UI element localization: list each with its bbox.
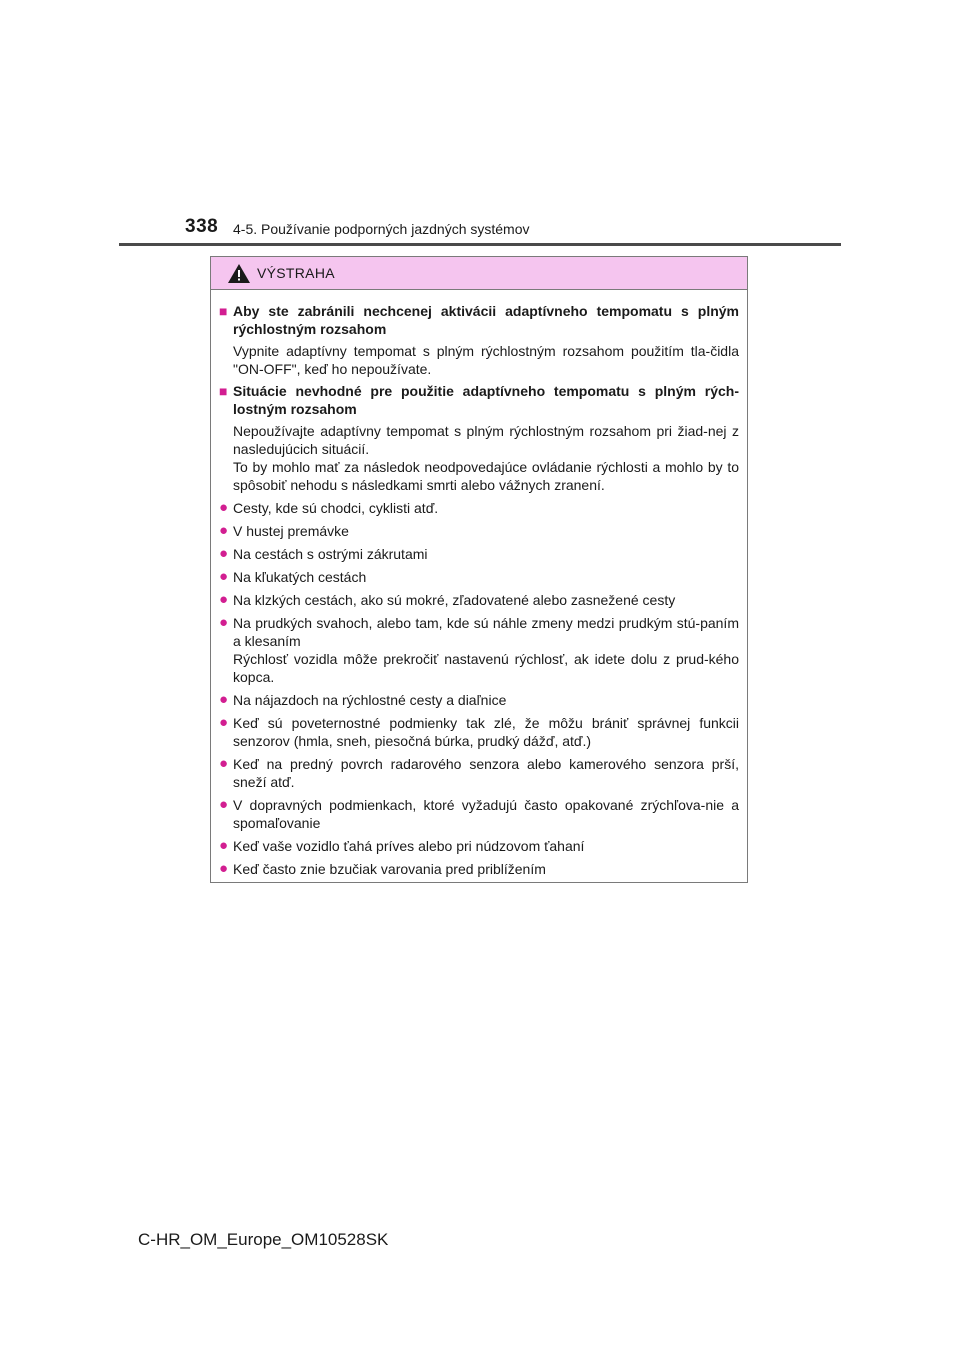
round-bullet-icon: ●: [219, 522, 229, 539]
section-heading: ■ Aby ste zabránili nechcenej aktivácii adaptívneho tempomatu s plným rýchlostným rozsahom: [219, 303, 739, 337]
round-bullet-icon: ●: [219, 591, 229, 608]
warning-title: VÝSTRAHA: [257, 265, 335, 281]
list-item: ● Na cestách s ostrými zákrutami: [219, 545, 428, 562]
round-bullet-icon: ●: [219, 499, 229, 516]
list-item: ● Na nájazdoch na rýchlostné cesty a diaľnice: [219, 691, 507, 708]
list-item: ● Cesty, kde sú chodci, cyklisti atď.: [219, 499, 439, 516]
round-bullet-icon: ●: [219, 545, 229, 562]
round-bullet-icon: ●: [219, 796, 229, 813]
section-title: 4-5. Používanie podporných jazdných systémov: [233, 221, 530, 237]
page-number: 338: [185, 216, 219, 237]
list-item: ● Na prudkých svahoch, alebo tam, kde sú náhle zmeny medzi prudkým stú-paním a klesaním Rýchlosť vozidla môže prekročiť nastavenú rýchlosť, ak idete dolu z prud-kého kopca.: [219, 614, 739, 685]
round-bullet-icon: ●: [219, 614, 229, 631]
round-bullet-icon: ●: [219, 714, 229, 731]
section-heading: ■ Situácie nevhodné pre použitie adaptívneho tempomatu s plným rých-lostným rozsahom: [219, 383, 739, 417]
section-paragraph: Nepoužívajte adaptívny tempomat s plným rýchlostným rozsahom pri žiad-nej z nasledujúcich situácií. To by mohlo mať za následok neodpovedajúce ovládanie rýchlosti a mohlo by to spôsobiť nehodu s následkami smrti alebo vážnych zranení.: [233, 423, 739, 493]
round-bullet-icon: ●: [219, 568, 229, 585]
warning-body: [211, 290, 747, 878]
list-item: ● Keď často znie bzučiak varovania pred priblížením: [219, 860, 546, 877]
list-item: ● Na kľukatých cestách: [219, 568, 367, 585]
round-bullet-icon: ●: [219, 860, 229, 877]
list-item: ● Keď sú poveternostné podmienky tak zlé, že môžu brániť správnej funkcii senzorov (hmla, sneh, piesočná búrka, prudký dážď, atď.): [219, 714, 739, 749]
list-item: ● V hustej premávke: [219, 522, 349, 539]
round-bullet-icon: ●: [219, 755, 229, 772]
round-bullet-icon: ●: [219, 691, 229, 708]
list-item: ● Keď na predný povrch radarového senzora alebo kamerového senzora prší, sneží atď.: [219, 755, 739, 790]
header-divider: [119, 243, 841, 246]
round-bullet-icon: ●: [219, 837, 229, 854]
list-item: ● Keď vaše vozidlo ťahá príves alebo pri núdzovom ťahaní: [219, 837, 585, 854]
warning-box: [210, 256, 748, 883]
warning-header: [211, 257, 747, 290]
warning-triangle-icon: [227, 263, 251, 284]
list-item: ● Na klzkých cestách, ako sú mokré, zľadovatené alebo zasnežené cesty: [219, 591, 676, 608]
list-item: ● V dopravných podmienkach, ktoré vyžadujú často opakované zrýchľova-nie a spomaľovanie: [219, 796, 739, 831]
square-bullet-icon: ■: [219, 303, 228, 319]
document-code: C-HR_OM_Europe_OM10528SK: [138, 1230, 389, 1249]
square-bullet-icon: ■: [219, 383, 228, 399]
section-paragraph: Vypnite adaptívny tempomat s plným rýchlostným rozsahom použitím tla-čidla "ON-OFF", keď ho nepoužívate.: [233, 343, 739, 377]
